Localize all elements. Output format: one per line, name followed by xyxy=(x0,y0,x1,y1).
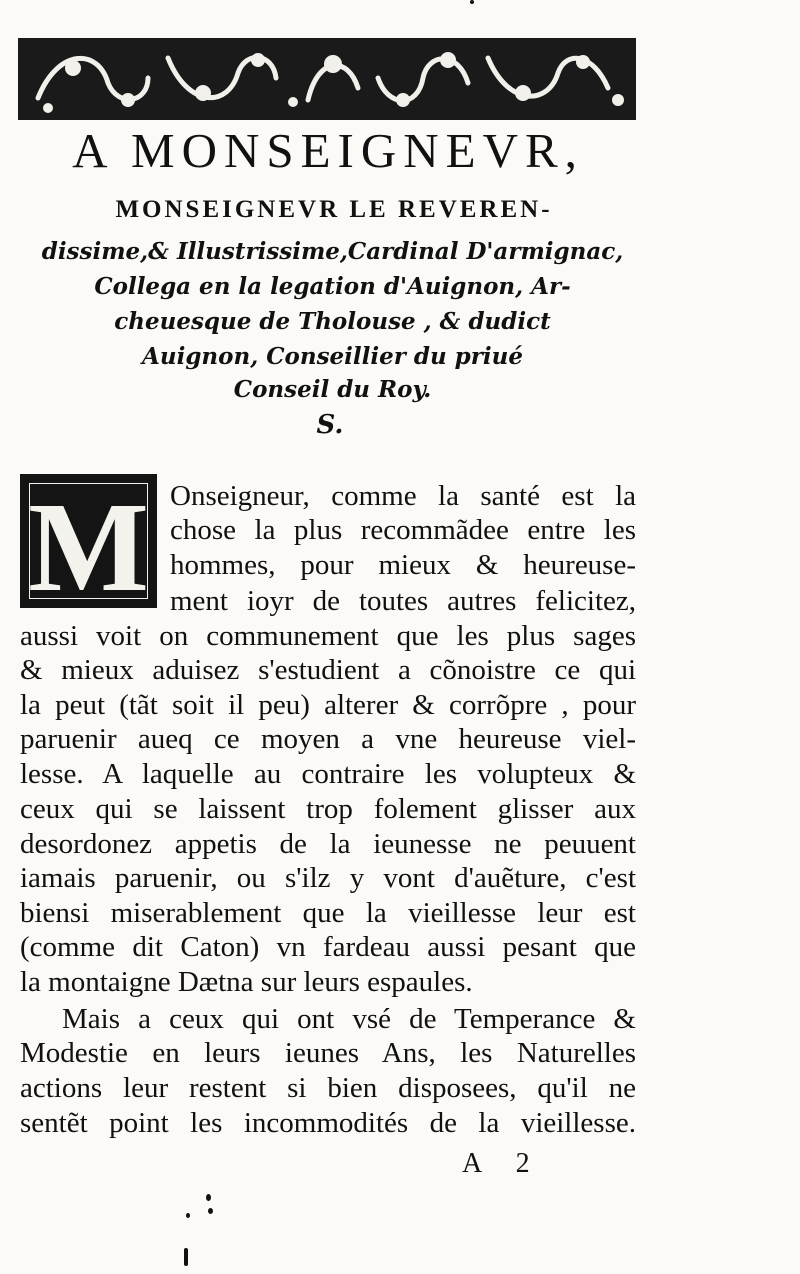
text-line: Mais a ceux qui ont vsé de Temperance & xyxy=(62,1003,636,1035)
dedication-line: dissime,& Illustrissime,Cardinal D'armignac, xyxy=(41,238,624,265)
dedication-line: Conseil du Roy. xyxy=(233,376,432,403)
ink-speck xyxy=(206,1194,211,1201)
text-line: paruenir aueq ce moyen a vne heureuse viel- xyxy=(20,723,636,755)
text-line: la peut (tãt soit il peu) alterer & corrõpre , pour xyxy=(20,689,636,721)
initial-letter: M xyxy=(28,476,149,618)
decorated-initial xyxy=(20,474,157,618)
page-title: A MONSEIGNEVR, xyxy=(72,123,584,178)
dedication-line: Auignon, Conseillier du priué xyxy=(142,343,523,370)
text-line: la montaigne Dætna sur leurs espaules. xyxy=(20,966,473,998)
floral-arabesque-band-icon xyxy=(18,38,636,120)
text-line: ment ioyr de toutes autres felicitez, xyxy=(170,585,636,617)
ink-speck xyxy=(470,0,474,4)
text-line: desordonez appetis de la ieunesse ne peuuent xyxy=(20,828,636,860)
dedication-line: Collega en la legation d'Auignon, Ar- xyxy=(94,273,571,300)
text-line: chose la plus recommãdee entre les xyxy=(170,514,636,546)
text-line: lesse. A laquelle au contraire les volupteux & xyxy=(20,758,636,790)
salutation: S. xyxy=(316,410,344,440)
ink-speck xyxy=(208,1208,213,1214)
text-line: biensi miserablement que la vieillesse leur est xyxy=(20,897,636,929)
text-line: Modestie en leurs ieunes Ans, les Naturelles xyxy=(20,1037,636,1069)
text-line: actions leur restent si bien disposees, qu'il ne xyxy=(20,1072,636,1104)
text-line: hommes, pour mieux & heureuse- xyxy=(170,549,636,581)
text-line: ceux qui se laissent trop folement glisser aux xyxy=(20,793,636,825)
text-line: Onseigneur, comme la santé est la xyxy=(170,480,636,512)
text-line: & mieux aduisez s'estudient a cõnoistre ce qui xyxy=(20,654,636,686)
dedicatee-heading: MONSEIGNEVR LE REVEREN- xyxy=(115,196,553,223)
text-line: (comme dit Caton) vn fardeau aussi pesant que xyxy=(20,931,636,963)
ink-speck xyxy=(184,1248,188,1266)
text-line: sentẽt point les incommodités de la vieillesse. xyxy=(20,1107,636,1139)
dedication-line: cheuesque de Tholouse , & dudict xyxy=(114,308,551,335)
text-line: aussi voit on communement que les plus sages xyxy=(20,620,636,652)
signature-mark: A 2 xyxy=(462,1148,544,1179)
ink-speck xyxy=(186,1213,190,1218)
text-line: iamais paruenir, ou s'ilz y vont d'auẽture, c'est xyxy=(20,862,636,894)
